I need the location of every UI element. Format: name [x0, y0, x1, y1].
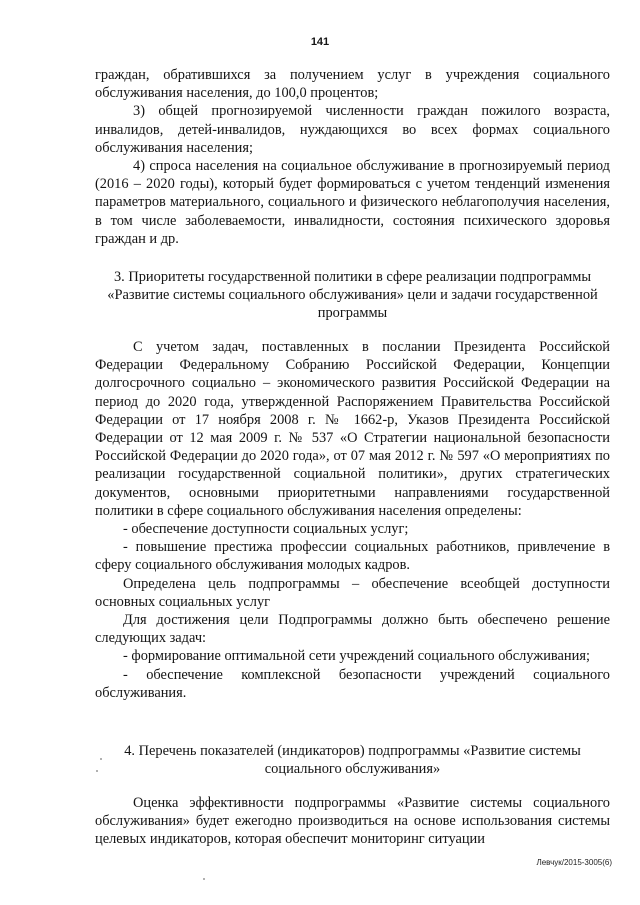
- list-item-prestige: - повышение престижа профессии социальных работников, привлечение в сферу социального обслуживания молодых кадров.: [95, 539, 610, 574]
- footer-document-code: Левчук/2015-3005(6): [536, 858, 612, 867]
- scan-speck: [96, 770, 98, 772]
- section-4-body: [95, 794, 610, 849]
- section-3-body: [95, 338, 610, 702]
- paragraph-citizens-share: граждан, обратившихся за получением услуг в учреждения социального обслуживания населения, до 100,0 процентов;: [95, 67, 610, 102]
- section-2-continuation: [95, 66, 610, 248]
- paragraph-priorities: С учетом задач, поставленных в послании Президента Российской Федерации Федеральному Собранию Российской Федерации, Концепции долгосрочного социально – экономического развития Российской Федерации на период до 2020 года, утвержденной Распоряжением Правительства Российской Федерации от 17 ноября 2008 г. № 1662-р, Указов Президента Российской Федерации от 12 мая 2009 г. № 537 «О Стратегии национальной безопасности Российской Федерации до 2020 года», от 07 мая 2012 г. № 597 «О мероприятиях по реализации государственной социальной политики», других стратегических документов, основными приоритетными направлениями государственной политики в сфере социального обслуживания населения определены:: [95, 339, 610, 519]
- page-number: 141: [310, 36, 330, 48]
- section-3-heading: 3. Приоритеты государственной политики в сфере реализации подпрограммы «Развитие системы социального обслуживания» цели и задачи государственной программы: [107, 269, 598, 322]
- scan-speck: [100, 758, 102, 760]
- section-4: [95, 742, 610, 778]
- paragraph-evaluation: Оценка эффективности подпрограммы «Развитие системы социального обслуживания» будет ежегодно производиться на основе использования системы целевых индикаторов, которая обеспечит мониторинг ситуации: [95, 795, 610, 848]
- paragraph-goal: Определена цель подпрограммы – обеспечение всеобщей доступности основных социальных услуг: [95, 575, 610, 610]
- paragraph-item-4: 4) спроса населения на социальное обслуживание в прогнозируемый период (2016 – 2020 годы), который будет формироваться с учетом тенденций изменения параметров материального, социального и физического неблагополучия населения, в том числе заболеваемости, инвалидности, состояния психического здоровья граждан и др.: [95, 158, 610, 247]
- list-item-security: - обеспечение комплексной безопасности учреждений социального обслуживания.: [95, 666, 610, 701]
- paragraph-tasks-intro: Для достижения цели Подпрограммы должно быть обеспечено решение следующих задач:: [95, 612, 610, 647]
- list-item-network: - формирование оптимальной сети учреждений социального обслуживания;: [123, 648, 590, 665]
- scan-speck: [203, 878, 205, 880]
- section-4-heading: 4. Перечень показателей (индикаторов) подпрограммы «Развитие системы социального обслуживания»: [124, 743, 581, 778]
- list-item-accessibility: - обеспечение доступности социальных услуг;: [123, 521, 409, 538]
- paragraph-item-3: 3) общей прогнозируемой численности граждан пожилого возраста, инвалидов, детей-инвалидов, нуждающихся во всех формах социального обслуживания населения;: [95, 103, 610, 156]
- section-3: [95, 268, 610, 323]
